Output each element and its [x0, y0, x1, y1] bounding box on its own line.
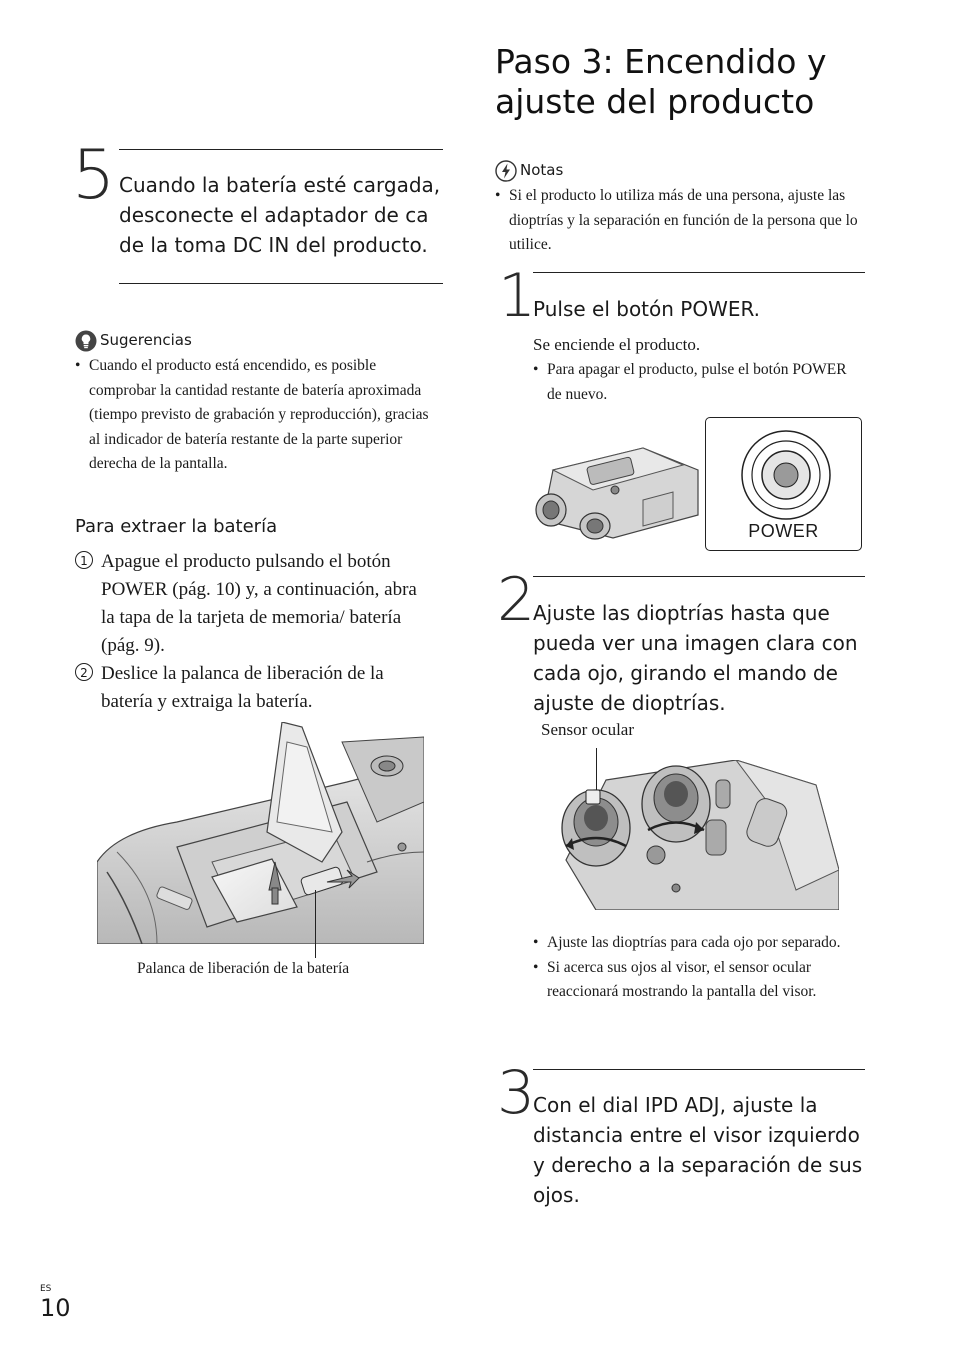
notes-label: Notas: [520, 161, 564, 179]
step-2-heading: Ajuste las dioptrías hasta que pueda ver una imagen clara con cada ojo, girando el mando de ajuste de dioptrías.: [533, 601, 858, 715]
step-2-number: 2: [497, 565, 536, 635]
page-number: 10: [40, 1294, 71, 1322]
warning-lightning-icon: [495, 160, 517, 187]
remove-battery-title: Para extraer la batería: [75, 516, 278, 537]
tips-section: [75, 328, 443, 477]
circled-number-1: 1: [75, 551, 93, 569]
lightbulb-icon: [75, 330, 97, 357]
step-1-bullets: [533, 358, 853, 407]
step-3-rule: [533, 1069, 865, 1070]
step-1-heading: Pulse el botón POWER.: [533, 297, 761, 321]
step-5-bottom-rule: [119, 283, 443, 284]
notes-section: [495, 158, 867, 258]
step-2-bullet-2: • Si acerca sus ojos al visor, el sensor ocular reaccionará mostrando la pantalla del visor.: [533, 956, 858, 1005]
remove-battery-steps: [75, 548, 425, 716]
camera-top-illustration: [533, 440, 708, 540]
remove-step-2-text: Deslice la palanca de liberación de la batería y extraiga la batería.: [101, 663, 384, 712]
step-5-number: 5: [72, 136, 116, 215]
circled-number-2: 2: [75, 663, 93, 681]
step-1-number: 1: [498, 261, 537, 331]
language-code: ES: [40, 1284, 52, 1294]
release-lever-caption: Palanca de liberación de la batería: [137, 960, 350, 977]
step-3-heading: Con el dial IPD ADJ, ajuste la distancia entre el visor izquierdo y derecho a la separación de sus ojos.: [533, 1093, 863, 1207]
step-5-text: Cuando la batería esté cargada, desconecte el adaptador de ca de la toma DC IN del producto.: [119, 173, 441, 257]
tips-item: • Cuando el producto está encendido, es posible comprobar la cantidad restante de batería aproximada (tiempo previsto de grabación y reproducción), gracias al indicador de batería restante de la parte superior derecha de la pantalla.: [75, 354, 443, 477]
step-3-number: 3: [497, 1058, 536, 1128]
step-1-bullet: • Para apagar el producto, pulse el botón POWER de nuevo.: [533, 358, 853, 407]
eye-sensor-label: Sensor ocular: [541, 720, 635, 739]
diopter-adjustment-illustration: [556, 760, 839, 910]
tips-label: Sugerencias: [100, 331, 192, 349]
step-1-rule: [533, 272, 865, 273]
step-1-body: Se enciende el producto.: [533, 335, 701, 354]
notes-item: • Si el producto lo utiliza más de una persona, ajuste las dioptrías y la separación en función de la persona que lo utilice.: [495, 184, 867, 258]
remove-step-1: [75, 548, 425, 660]
power-button-callout: [705, 417, 862, 551]
page-title: Paso 3: Encendido y ajuste del producto: [495, 42, 827, 121]
release-lever-leader-line: [315, 890, 316, 958]
step-2-bullet-1: • Ajuste las dioptrías para cada ojo por separado.: [533, 931, 858, 956]
step-2-rule: [533, 576, 865, 577]
step-5-top-rule: [119, 149, 443, 150]
remove-step-1-text: Apague el producto pulsando el botón POWER (pág. 10) y, a continuación, abra la tapa de la tarjeta de memoria/ batería (pág. 9).: [101, 551, 417, 656]
power-button-label: POWER: [748, 521, 819, 541]
battery-removal-illustration: [97, 722, 424, 944]
remove-step-2: [75, 660, 425, 716]
step-2-bullets: [533, 931, 858, 1005]
